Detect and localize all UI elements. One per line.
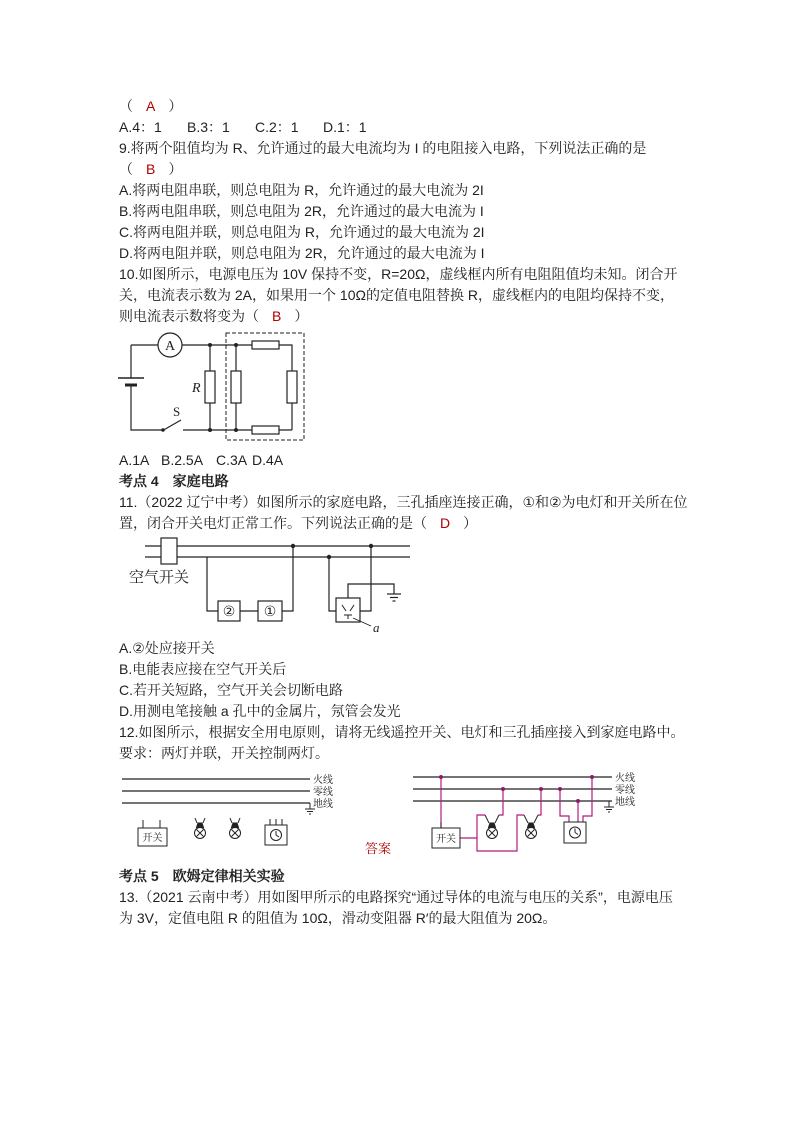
paren-close: ）: [168, 98, 183, 114]
q9-answer: B: [146, 161, 156, 177]
q8-option-a: A.4：1: [119, 119, 162, 135]
q9-option-b: B.将两电阻串联，则总电阻为 2R，允许通过的最大电流为 I: [119, 203, 484, 219]
box-resistor-top: [252, 341, 279, 349]
q10-option-a: A.1A: [119, 452, 150, 468]
switch-label: S: [173, 404, 181, 419]
q13-stem-line-2: 为 3V，定值电阻 R 的阻值为 10Ω，滑动变阻器 R′的最大阻值为 20Ω。: [119, 910, 557, 926]
q10-stem-line-2: 关，电流表示数为 2A，如果用一个 10Ω的定值电阻替换 R，虚线框内的电阻均保持不变，: [119, 287, 674, 303]
left-wire-lower: [131, 385, 163, 430]
ammeter-label: A: [164, 339, 176, 354]
q11-stem-line-2: [0, 513, 794, 534]
ground-label: 地线: [615, 797, 635, 808]
ammeter: [158, 333, 182, 357]
position-2-label: ②: [222, 603, 236, 619]
ground-symbol: [604, 801, 614, 812]
lamp-1: [485, 815, 499, 839]
q10-option-d: D.4A: [252, 452, 284, 468]
answer-diagram: [413, 771, 635, 851]
q8-options: [0, 117, 794, 138]
q8-option-c: C.2：1: [255, 119, 299, 135]
q8-answer-line: [0, 96, 794, 117]
switch-label: 开关: [142, 833, 163, 844]
lamp-branch-right: [282, 546, 293, 611]
q10-stem-text: 则电流表示数将变为（: [119, 308, 259, 324]
q11-stem-line-1: 11.（2022 辽宁中考）如图所示的家庭电路，三孔插座连接正确，①和②为电灯和开关所在位: [119, 494, 688, 510]
q11-answer: D: [440, 515, 451, 531]
paren-close: ）: [463, 515, 478, 531]
q11-option-d: D.用测电笔接触 a 孔中的金属片，氖管会发光: [119, 703, 401, 719]
q10-options: [0, 450, 794, 471]
socket-live-wire: [583, 777, 592, 822]
q8-answer: A: [146, 98, 156, 114]
q8-option-b: B.3：1: [187, 119, 230, 135]
position-1-label: ①: [263, 603, 277, 619]
box-resistor-bottom: [252, 426, 279, 434]
section-5-title: 考点 5 欧姆定律相关实验: [119, 868, 285, 884]
battery-symbol: [118, 378, 144, 385]
q10-answer: B: [272, 308, 282, 324]
hole-a-label: a: [373, 620, 380, 635]
switch-label: 开关: [436, 834, 456, 845]
paren-close: ）: [294, 308, 309, 324]
paren-open: （: [119, 98, 133, 114]
remote-switch: [138, 820, 167, 846]
resistor-r: [205, 371, 215, 403]
resistor-r-label: R: [192, 381, 201, 396]
paren-open: （: [119, 161, 133, 177]
lamp1-neutral-wire: [499, 789, 503, 815]
q8-option-d: D.1：1: [323, 119, 367, 135]
neutral-label: 零线: [615, 785, 635, 796]
q10-option-b: B.2.5A: [161, 452, 204, 468]
answer-label: 答案: [364, 841, 392, 856]
q10-option-c: C.3A: [216, 452, 248, 468]
lamp-2: [230, 818, 241, 839]
question-diagram: [122, 773, 333, 846]
lamp2-neutral-wire: [538, 789, 541, 815]
three-hole-socket: [336, 598, 360, 622]
socket-neutral-wire: [560, 789, 569, 822]
wiring-diagrams-q12: [0, 764, 794, 866]
q13-stem-line-1: 13.（2021 云南中考）用如图甲所示的电路探究“通过导体的电流与电压的关系”，电源电压: [119, 889, 673, 905]
socket-branch-left: [329, 557, 336, 611]
air-breaker: [161, 538, 177, 564]
q12-figure: [0, 764, 794, 866]
q12-stem-line-1: 12.如图所示，根据安全用电原则，请将无线遥控开关、电灯和三孔插座接入到家庭电路中。: [119, 724, 685, 740]
three-hole-socket: [564, 822, 586, 843]
paren-close: ）: [168, 161, 183, 177]
lamp-2: [524, 815, 538, 839]
q10-figure: [0, 327, 794, 450]
live-label: 火线: [615, 773, 635, 784]
q10-stem-line-1: 10.如图所示，电源电压为 10V 保持不变，R=20Ω，虚线框内所有电阻阻值均未知。闭合开: [119, 266, 678, 282]
q9-answer-line: [0, 159, 794, 180]
q9-option-a: A.将两电阻串联，则总电阻为 R，允许通过的最大电流为 2I: [119, 182, 484, 198]
q9-option-c: C.将两电阻并联，则总电阻为 R，允许通过的最大电流为 2I: [119, 224, 485, 240]
q11-option-b: B.电能表应接在空气开关后: [119, 661, 287, 677]
q10-stem-line-3: [0, 306, 794, 327]
three-hole-socket: [265, 819, 287, 845]
socket-branch-right: [360, 546, 371, 611]
q11-option-c: C.若开关短路，空气开关会切断电路: [119, 682, 343, 698]
q11-option-a: A.②处应接开关: [119, 640, 215, 656]
q9-option-d: D.将两电阻并联，则总电阻为 2R，允许通过的最大电流为 I: [119, 245, 485, 261]
lamp-1: [195, 818, 206, 839]
air-breaker-label: 空气开关: [129, 569, 190, 586]
q9-stem: 9.将两个阻值均为 R、允许通过的最大电流均为 I 的电阻接入电路，下列说法正确的是: [119, 140, 647, 156]
ground-label: 地线: [313, 799, 333, 810]
box-resistor-right: [287, 371, 297, 403]
switch-s: [161, 404, 181, 432]
lamp1-feed-wire: [477, 815, 485, 838]
lamp-branch-left: [207, 557, 218, 611]
q11-figure: [0, 534, 794, 638]
section-4-title: 考点 4 家庭电路: [119, 473, 229, 489]
live-label: 火线: [313, 775, 333, 786]
box-resistor-left: [231, 371, 241, 403]
neutral-label: 零线: [313, 787, 333, 798]
q11-stem-text: 置，闭合开关电灯正常工作。下列说法正确的是（: [119, 515, 427, 531]
household-circuit-q11: [0, 534, 794, 638]
remote-switch: [432, 822, 460, 848]
circuit-diagram-q10: [0, 327, 794, 450]
exam-page: [0, 96, 794, 929]
ground-symbol: [387, 594, 401, 601]
q12-stem-line-2: 要求：两灯并联，开关控制两灯。: [119, 745, 329, 761]
